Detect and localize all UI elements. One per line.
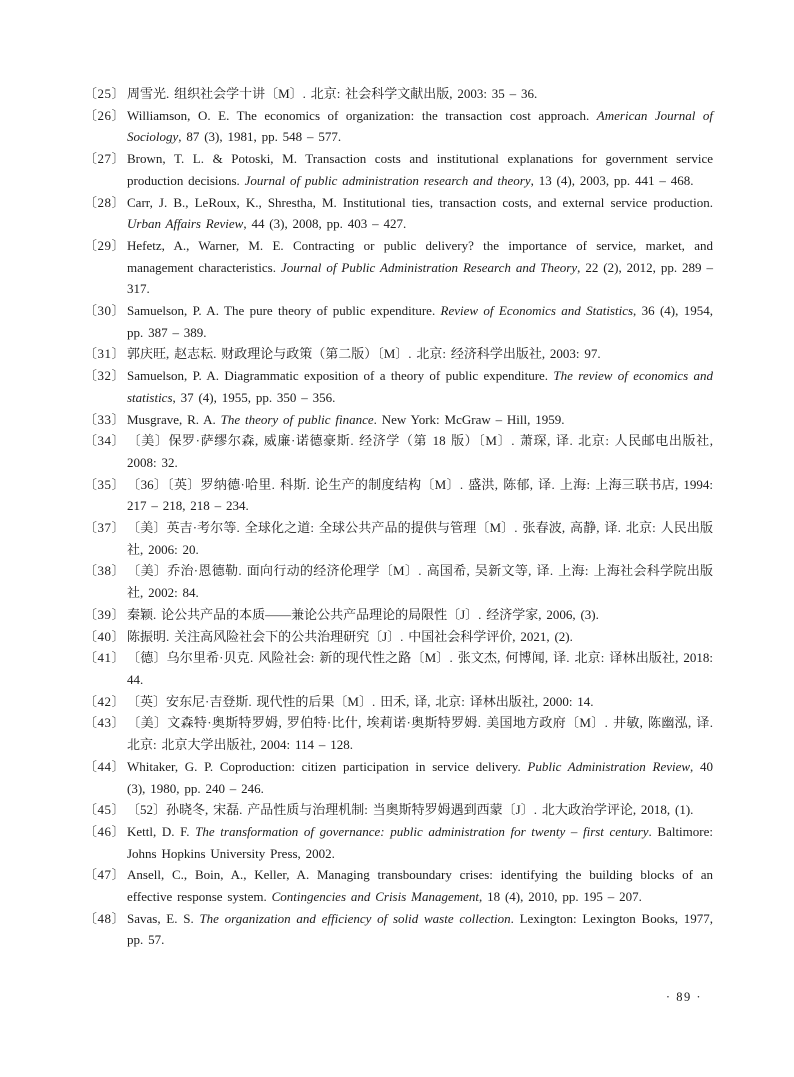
reference-text: Samuelson, P. A. Diagrammatic exposition of a theory of public expenditure. bbox=[127, 368, 554, 384]
publication-title: American Journal of Sociology bbox=[127, 107, 713, 145]
reference-list bbox=[84, 83, 713, 951]
publication-title: Contingencies and Crisis Management bbox=[271, 889, 480, 905]
reference-item bbox=[84, 647, 713, 690]
reference-text: . Baltimore: Johns Hopkins University Press, 2002. bbox=[127, 823, 713, 861]
reference-item bbox=[84, 105, 713, 148]
reference-item bbox=[84, 756, 713, 799]
reference-item bbox=[84, 430, 713, 473]
reference-item bbox=[84, 83, 713, 105]
reference-text: Savas, E. S. bbox=[127, 910, 200, 926]
reference-number: 〔41〕 bbox=[84, 650, 126, 666]
publication-title: The review of economics and statistics bbox=[127, 368, 713, 405]
reference-number: 〔32〕 bbox=[84, 368, 126, 384]
reference-item bbox=[84, 864, 713, 907]
reference-number: 〔34〕 bbox=[84, 433, 126, 449]
reference-number: 〔25〕 bbox=[84, 86, 126, 101]
publication-title: Journal of Public Administration Research and Theory bbox=[280, 259, 578, 275]
reference-number: 〔47〕 bbox=[84, 867, 126, 883]
publication-title: Public Administration Review bbox=[527, 758, 691, 774]
reference-text: 郭庆旺, 赵志耘. 财政理论与政策（第二版）〔M〕. 北京: 经济科学出版社, 2003: 97. bbox=[127, 346, 601, 362]
reference-item bbox=[84, 560, 713, 603]
reference-text: 〔52〕孙晓冬, 宋磊. 产品性质与治理机制: 当奥斯特罗姆遇到西蒙〔J〕. 北大政治学评论, 2018, (1). bbox=[127, 802, 694, 818]
reference-number: 〔44〕 bbox=[84, 758, 126, 774]
publication-title: The organization and efficiency of solid waste collection bbox=[199, 910, 511, 926]
reference-number: 〔46〕 bbox=[84, 823, 126, 839]
reference-item bbox=[84, 409, 713, 431]
publication-title: The theory of public finance bbox=[220, 411, 374, 427]
reference-item bbox=[84, 343, 713, 365]
reference-number: 〔39〕 bbox=[84, 606, 126, 622]
reference-number: 〔38〕 bbox=[84, 563, 126, 579]
reference-number: 〔40〕 bbox=[84, 628, 126, 644]
reference-item bbox=[84, 192, 713, 235]
reference-item bbox=[84, 148, 713, 191]
reference-item bbox=[84, 691, 713, 713]
reference-text: , 40 (3), 1980, pp. 240 – 246. bbox=[127, 758, 713, 796]
reference-item bbox=[84, 821, 713, 864]
reference-text: 〔美〕英吉·考尔等. 全球化之道: 全球公共产品的提供与管理〔M〕. 张春波, 高静, 译. 北京: 人民出版社, 2006: 20. bbox=[127, 520, 713, 557]
reference-item bbox=[84, 604, 713, 626]
reference-text: 〔美〕文森特·奥斯特罗姆, 罗伯特·比什, 埃莉诺·奥斯特罗姆. 美国地方政府〔M〕. 井敏, 陈幽泓, 译. 北京: 北京大学出版社, 2004: 114 – 128. bbox=[127, 715, 713, 753]
reference-text: Carr, J. B., LeRoux, K., Shrestha, M. Institutional ties, transaction costs, and external service production. bbox=[127, 194, 713, 210]
reference-text: Ansell, C., Boin, A., Keller, A. Managing transboundary crises: identifying the building blocks of an effective response system. bbox=[127, 867, 713, 905]
reference-item bbox=[84, 908, 713, 951]
publication-title: Journal of public administration research and theory bbox=[244, 172, 531, 188]
publication-title: Urban Affairs Review bbox=[127, 216, 244, 232]
reference-item bbox=[84, 626, 713, 648]
reference-number: 〔28〕 bbox=[84, 194, 126, 210]
reference-number: 〔35〕 bbox=[84, 476, 126, 492]
reference-number: 〔26〕 bbox=[84, 107, 126, 123]
reference-number: 〔27〕 bbox=[84, 151, 126, 167]
reference-number: 〔48〕 bbox=[84, 910, 126, 926]
reference-text: Hefetz, A., Warner, M. E. Contracting or public delivery? the importance of service, market, and management characteristics. bbox=[127, 237, 713, 275]
reference-text: Whitaker, G. P. Coproduction: citizen participation in service delivery. bbox=[127, 758, 528, 774]
reference-item bbox=[84, 712, 713, 755]
reference-text: 〔英〕安东尼·吉登斯. 现代性的后果〔M〕. 田禾, 译, 北京: 译林出版社, 2000: 14. bbox=[127, 693, 594, 709]
reference-text: 秦颖. 论公共产品的本质——兼论公共产品理论的局限性〔J〕. 经济学家, 2006, (3). bbox=[127, 606, 599, 622]
reference-text: , 22 (2), 2012, pp. 289 – 317. bbox=[127, 259, 713, 297]
publication-title: Review of Economics and Statistics bbox=[440, 303, 634, 319]
reference-number: 〔45〕 bbox=[84, 802, 126, 818]
reference-text: , 44 (3), 2008, pp. 403 – 427. bbox=[243, 216, 407, 232]
reference-text: , 13 (4), 2003, pp. 441 – 468. bbox=[530, 172, 694, 188]
reference-text: Samuelson, P. A. The pure theory of public expenditure. bbox=[127, 303, 441, 319]
reference-text: 〔美〕乔治·恩德勒. 面向行动的经济伦理学〔M〕. 高国希, 吴新文等, 译. 上海: 上海社会科学院出版社, 2002: 84. bbox=[127, 563, 713, 601]
reference-number: 〔42〕 bbox=[84, 693, 126, 709]
reference-text: 〔美〕保罗·萨缪尔森, 威廉·诺德豪斯. 经济学（第 18 版）〔M〕. 萧琛, 译. 北京: 人民邮电出版社, 2008: 32. bbox=[127, 433, 713, 470]
reference-number: 〔33〕 bbox=[84, 411, 126, 427]
reference-item bbox=[84, 474, 713, 517]
reference-text: 〔德〕乌尔里希·贝克. 风险社会: 新的现代性之路〔M〕. 张文杰, 何博闻, 译. 北京: 译林出版社, 2018: 44. bbox=[127, 650, 713, 687]
reference-number: 〔31〕 bbox=[84, 346, 126, 362]
reference-text: , 36 (4), 1954, pp. 387 – 389. bbox=[127, 303, 713, 340]
reference-text: , 37 (4), 1955, pp. 350 – 356. bbox=[172, 389, 336, 405]
reference-text: . Lexington: Lexington Books, 1977, pp. 57. bbox=[127, 910, 713, 948]
reference-item bbox=[84, 300, 713, 343]
reference-item bbox=[84, 365, 713, 408]
reference-text: . New York: McGraw – Hill, 1959. bbox=[373, 411, 565, 427]
reference-number: 〔29〕 bbox=[84, 237, 126, 253]
reference-text: 周雪光. 组织社会学十讲〔M〕. 北京: 社会科学文献出版, 2003: 35 – 36. bbox=[127, 86, 538, 101]
reference-number: 〔43〕 bbox=[84, 715, 126, 731]
reference-text: 〔36〕〔英〕罗纳德·哈里. 科斯. 论生产的制度结构〔M〕. 盛洪, 陈郁, 译. 上海: 上海三联书店, 1994: 217 – 218, 218 – 234. bbox=[127, 476, 713, 514]
reference-item bbox=[84, 799, 713, 821]
reference-text: Williamson, O. E. The economics of organization: the transaction cost approach. bbox=[127, 107, 597, 123]
reference-item bbox=[84, 517, 713, 560]
reference-item bbox=[84, 235, 713, 300]
reference-number: 〔37〕 bbox=[84, 520, 126, 536]
reference-text: Kettl, D. F. bbox=[127, 823, 196, 839]
reference-text: , 18 (4), 2010, pp. 195 – 207. bbox=[479, 889, 642, 905]
reference-text: 陈振明. 关注高风险社会下的公共治理研究〔J〕. 中国社会科学评价, 2021, (2). bbox=[127, 628, 573, 644]
reference-text: Brown, T. L. & Potoski, M. Transaction costs and institutional explanations for government service production decisions. bbox=[127, 151, 713, 188]
reference-number: 〔30〕 bbox=[84, 303, 126, 319]
page-number: · 89 · bbox=[665, 990, 702, 1004]
reference-text: , 87 (3), 1981, pp. 548 – 577. bbox=[178, 129, 342, 145]
reference-text: Musgrave, R. A. bbox=[127, 411, 221, 427]
publication-title: The transformation of governance: public administration for twenty – first century bbox=[195, 823, 649, 839]
